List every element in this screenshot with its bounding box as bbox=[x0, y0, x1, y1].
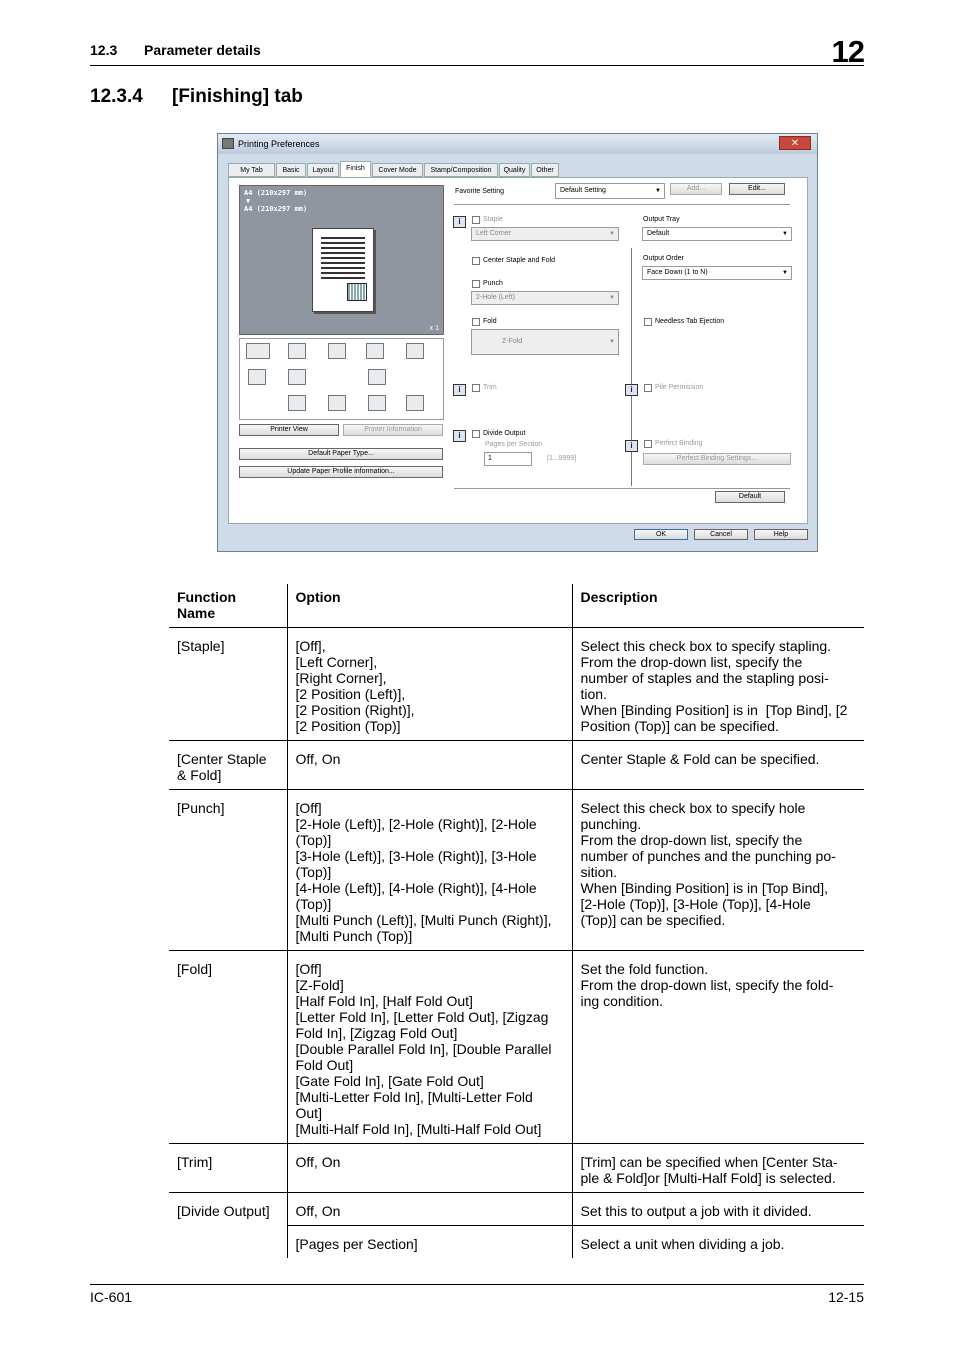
option-icon bbox=[288, 369, 306, 385]
favorite-setting-label: Favorite Setting bbox=[455, 188, 505, 195]
pile-permission-checkbox[interactable] bbox=[644, 384, 652, 392]
center-staple-label: Center Staple and Fold bbox=[483, 257, 555, 264]
pages-per-section-value: 1 bbox=[488, 455, 492, 462]
description-line: Set this to output a job with it divided. bbox=[580, 1202, 812, 1219]
header-section-num: 12.3 bbox=[90, 42, 118, 58]
punch-value: 2-Hole (Left) bbox=[476, 294, 515, 301]
perfect-binding-label: Perfect Binding bbox=[655, 440, 703, 447]
option-line: [Left Corner], bbox=[295, 653, 378, 670]
preview-output-size: A4 (210x297 mm) bbox=[244, 205, 308, 213]
default-button[interactable]: Default bbox=[715, 491, 785, 503]
favorite-setting-select[interactable]: Default Setting ▼ bbox=[555, 183, 665, 199]
option-line: [4-Hole (Left)], [4-Hole (Right)], [4-Hole bbox=[295, 879, 537, 896]
description-cell bbox=[572, 950, 864, 1143]
punch-label: Punch bbox=[483, 280, 503, 287]
edit-button[interactable]: Edit... bbox=[729, 183, 785, 195]
column-header-option: Option bbox=[287, 584, 572, 627]
finish-panel bbox=[228, 177, 808, 524]
description-line: tion. bbox=[580, 685, 607, 702]
description-cell bbox=[572, 789, 864, 950]
option-line: [Right Corner], bbox=[295, 669, 387, 686]
description-line: From the drop-down list, specify the bbox=[580, 831, 803, 848]
dialog-titlebar bbox=[218, 134, 817, 154]
option-cell bbox=[287, 627, 572, 740]
fold-select[interactable]: Z-Fold ▼ bbox=[471, 329, 619, 355]
description-cell bbox=[572, 1143, 864, 1192]
close-button[interactable]: ✕ bbox=[779, 136, 811, 150]
staple-checkbox[interactable] bbox=[472, 216, 480, 224]
section-heading bbox=[90, 86, 303, 108]
pages-per-section-label: Pages per Section bbox=[485, 441, 543, 448]
punch-checkbox[interactable] bbox=[472, 280, 480, 288]
option-cell bbox=[287, 740, 572, 789]
fold-label: Fold bbox=[483, 318, 497, 325]
option-line: [Off] bbox=[295, 799, 322, 816]
output-tray-select[interactable]: Default ▼ bbox=[642, 227, 792, 241]
preview-paper-size: A4 (210x297 mm) bbox=[244, 189, 308, 197]
option-line: [Z-Fold] bbox=[295, 976, 344, 993]
center-staple-checkbox[interactable] bbox=[472, 257, 480, 265]
perfect-binding-settings-button[interactable]: Perfect Binding Settings... bbox=[643, 453, 791, 465]
function-name-cell: [Divide Output] bbox=[177, 1202, 270, 1219]
chapter-number: 12 bbox=[831, 34, 864, 69]
tab-other[interactable]: Other bbox=[531, 163, 559, 177]
description-line: Set the fold function. bbox=[580, 960, 709, 977]
option-line: [3-Hole (Left)], [3-Hole (Right)], [3-Hole bbox=[295, 847, 537, 864]
heading-title: [Finishing] tab bbox=[172, 86, 303, 107]
option-icon bbox=[248, 369, 266, 385]
table-row bbox=[169, 627, 864, 740]
table-row bbox=[169, 789, 864, 950]
preview-arrow: ▼ bbox=[246, 197, 251, 205]
output-order-value: Face Down (1 to N) bbox=[647, 269, 708, 276]
table-row bbox=[169, 740, 864, 789]
option-line: Off, On bbox=[295, 1202, 341, 1219]
description-line: When [Binding Position] is in [Top Bind], bbox=[580, 879, 828, 896]
function-table bbox=[169, 584, 864, 1258]
table-row bbox=[169, 950, 864, 1143]
function-name-cell: [Center Staple & Fold] bbox=[177, 750, 267, 783]
printer-view-button[interactable]: Printer View bbox=[239, 424, 339, 436]
description-line: When [Binding Position] is in [Top Bind], [2 bbox=[580, 701, 848, 718]
output-order-label: Output Order bbox=[643, 255, 684, 262]
description-line: number of staples and the stapling posi- bbox=[580, 669, 829, 686]
output-tray-label: Output Tray bbox=[643, 216, 680, 223]
tab-quality[interactable]: Quality bbox=[499, 163, 530, 177]
table-row bbox=[169, 1192, 864, 1225]
option-line: [Gate Fold In], [Gate Fold Out] bbox=[295, 1072, 484, 1089]
option-icon bbox=[368, 369, 386, 385]
footer-rule bbox=[90, 1284, 864, 1285]
tab-stamp-composition[interactable]: Stamp/Composition bbox=[424, 163, 498, 177]
tab-layout[interactable]: Layout bbox=[307, 163, 339, 177]
option-line: (Top)] bbox=[295, 863, 332, 880]
header-rule bbox=[90, 65, 864, 66]
info-icon[interactable]: i bbox=[625, 384, 638, 396]
printing-preferences-dialog bbox=[217, 133, 818, 552]
preview-count: x 1 bbox=[429, 325, 439, 332]
staple-select[interactable]: Left Corner ▼ bbox=[471, 227, 619, 241]
option-line: [Off] bbox=[295, 960, 322, 977]
description-cell bbox=[572, 740, 864, 789]
description-line: ing condition. bbox=[580, 992, 664, 1009]
pile-permission-label: Pile Permission bbox=[655, 384, 704, 391]
dialog-title: Printing Preferences bbox=[238, 139, 320, 149]
info-icon[interactable]: i bbox=[453, 430, 466, 442]
option-icon bbox=[288, 395, 306, 411]
option-cell bbox=[287, 1192, 572, 1225]
function-name-cell: [Punch] bbox=[177, 799, 225, 816]
divider bbox=[454, 488, 790, 489]
option-line: (Top)] bbox=[295, 831, 332, 848]
option-cell bbox=[287, 789, 572, 950]
info-icon[interactable]: i bbox=[453, 216, 466, 228]
option-icon bbox=[368, 395, 386, 411]
cancel-button[interactable]: Cancel bbox=[694, 529, 748, 540]
option-line: [Multi-Half Fold In], [Multi-Half Fold Out] bbox=[295, 1120, 542, 1137]
output-order-select[interactable]: Face Down (1 to N) ▼ bbox=[642, 266, 792, 280]
ok-button[interactable]: OK bbox=[634, 529, 688, 540]
trim-label: Trim bbox=[483, 384, 497, 391]
print-preview bbox=[239, 185, 444, 335]
option-icon bbox=[406, 343, 424, 359]
description-line: Select this check box to specify stapling. bbox=[580, 637, 832, 654]
option-line: Off, On bbox=[295, 1153, 341, 1170]
option-icon bbox=[328, 343, 346, 359]
column-header-description: Description bbox=[572, 584, 864, 627]
option-line: [2-Hole (Left)], [2-Hole (Right)], [2-Hole bbox=[295, 815, 537, 832]
option-line: [Half Fold In], [Half Fold Out] bbox=[295, 992, 473, 1009]
table-row bbox=[169, 1225, 864, 1258]
printer-icon bbox=[222, 138, 234, 149]
needless-tab-label: Needless Tab Ejection bbox=[655, 318, 725, 325]
description-cell bbox=[572, 1192, 864, 1225]
description-line: ple & Fold]or [Multi-Half Fold] is selected. bbox=[580, 1169, 836, 1186]
option-line: [2 Position (Right)], bbox=[295, 701, 415, 718]
add-button[interactable]: Add... bbox=[670, 183, 722, 195]
description-line: punching. bbox=[580, 815, 642, 832]
description-line: Position (Top)] can be specified. bbox=[580, 717, 779, 734]
printer-information-button[interactable]: Printer Information bbox=[343, 424, 443, 436]
option-line: [Multi Punch (Left)], [Multi Punch (Right)], bbox=[295, 911, 552, 928]
description-line: From the drop-down list, specify the bbox=[580, 653, 803, 670]
heading-number: 12.3.4 bbox=[90, 86, 143, 107]
column-header-function-name: Function Name bbox=[177, 589, 237, 621]
table-body bbox=[169, 627, 864, 1258]
tab-basic[interactable]: Basic bbox=[276, 163, 306, 177]
function-name-cell: [Fold] bbox=[177, 960, 213, 977]
option-cell bbox=[287, 950, 572, 1143]
option-line: Off, On bbox=[295, 750, 341, 767]
divide-output-checkbox[interactable] bbox=[472, 430, 480, 438]
footer-page-number: 12-15 bbox=[828, 1289, 864, 1305]
option-line: [Double Parallel Fold In], [Double Parallel bbox=[295, 1040, 552, 1057]
option-line: [Pages per Section] bbox=[295, 1235, 418, 1252]
favorite-setting-value: Default Setting bbox=[560, 187, 606, 194]
description-cell bbox=[572, 1225, 864, 1258]
option-line: Fold Out] bbox=[295, 1056, 354, 1073]
description-line: (Top)] can be specified. bbox=[580, 911, 726, 928]
option-line: [2 Position (Top)] bbox=[295, 717, 401, 734]
option-icon bbox=[288, 343, 306, 359]
option-icon bbox=[366, 343, 384, 359]
fold-value: Z-Fold bbox=[502, 338, 523, 345]
preview-page bbox=[312, 228, 374, 312]
output-device-icon bbox=[246, 343, 270, 359]
perfect-binding-checkbox[interactable] bbox=[644, 440, 652, 448]
staple-label: Staple bbox=[483, 216, 503, 223]
divide-output-label: Divide Output bbox=[483, 430, 526, 437]
needless-tab-checkbox[interactable] bbox=[644, 318, 652, 326]
tab-finish[interactable]: Finish bbox=[340, 161, 371, 178]
table-header-row bbox=[169, 584, 864, 627]
description-line: Select this check box to specify hole bbox=[580, 799, 806, 816]
punch-select[interactable]: 2-Hole (Left) ▼ bbox=[471, 291, 619, 305]
output-tray-value: Default bbox=[647, 230, 670, 237]
trim-checkbox[interactable] bbox=[472, 384, 480, 392]
running-header bbox=[90, 42, 261, 58]
update-paper-profile-button[interactable]: Update Paper Profile information... bbox=[239, 466, 443, 478]
option-icon bbox=[406, 395, 424, 411]
option-line: Out] bbox=[295, 1104, 322, 1121]
finisher-icon bbox=[347, 283, 367, 301]
option-line: [2 Position (Left)], bbox=[295, 685, 406, 702]
divider bbox=[454, 204, 790, 205]
function-name-cell: [Staple] bbox=[177, 637, 225, 654]
option-line: (Top)] bbox=[295, 895, 332, 912]
description-line: Select a unit when dividing a job. bbox=[580, 1235, 785, 1252]
description-line: [2-Hole (Top)], [3-Hole (Top)], [4-Hole bbox=[580, 895, 811, 912]
description-line: number of punches and the punching po- bbox=[580, 847, 836, 864]
description-line: sition. bbox=[580, 863, 618, 880]
tab-cover-mode[interactable]: Cover Mode bbox=[372, 163, 423, 177]
description-line: Center Staple & Fold can be specified. bbox=[580, 750, 820, 767]
fold-checkbox[interactable] bbox=[472, 318, 480, 326]
device-icon-panel bbox=[239, 338, 444, 420]
option-line: [Multi-Letter Fold In], [Multi-Letter Fold bbox=[295, 1088, 533, 1105]
option-line: [Letter Fold In], [Letter Fold Out], [Zigzag bbox=[295, 1008, 549, 1025]
option-cell bbox=[287, 1143, 572, 1192]
footer-model: IC-601 bbox=[90, 1289, 133, 1305]
function-name-cell bbox=[169, 1225, 287, 1258]
pages-per-section-input[interactable] bbox=[484, 452, 532, 466]
function-name-cell: [Trim] bbox=[177, 1153, 213, 1170]
default-paper-type-button[interactable]: Default Paper Type... bbox=[239, 448, 443, 460]
option-line: [Multi Punch (Top)] bbox=[295, 927, 413, 944]
info-icon[interactable]: i bbox=[625, 440, 638, 452]
pages-range: [1...9999] bbox=[547, 455, 577, 462]
description-line: [Trim] can be specified when [Center Sta- bbox=[580, 1153, 838, 1170]
option-line: [Off], bbox=[295, 637, 326, 654]
header-section-title: Parameter details bbox=[144, 42, 261, 58]
staple-value: Left Corner bbox=[476, 230, 512, 237]
description-line: From the drop-down list, specify the fold- bbox=[580, 976, 834, 993]
table-row bbox=[169, 1143, 864, 1192]
option-cell bbox=[287, 1225, 572, 1258]
info-icon[interactable]: i bbox=[453, 384, 466, 396]
help-button[interactable]: Help bbox=[754, 529, 808, 540]
description-cell bbox=[572, 627, 864, 740]
option-icon bbox=[328, 395, 346, 411]
option-line: Fold In], [Zigzag Fold Out] bbox=[295, 1024, 458, 1041]
tab-my-tab[interactable]: My Tab bbox=[228, 163, 275, 177]
